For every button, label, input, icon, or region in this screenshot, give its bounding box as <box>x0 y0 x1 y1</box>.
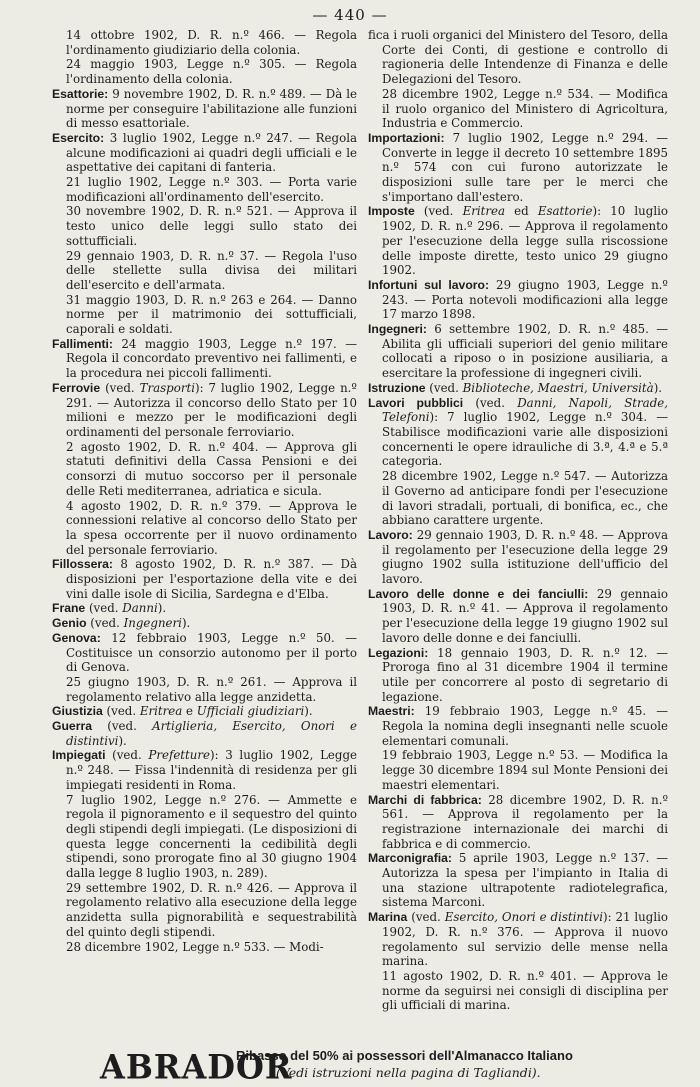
entry-text: 29 settembre 1902, D. R. n.º 426. — Approva il regolamento relativo alla esecuzione della legge anzidetta sulla pignorabilità e sequestrabilità del quinto degli stipendi. <box>66 880 357 939</box>
entry-ref-prefix: (ved. <box>86 616 124 631</box>
entry-text: 12 febbraio 1903, Legge n.º 50. — Costituisce un consorzio autonomo per il porto di Genova. <box>66 630 357 675</box>
entry-text: 28 dicembre 1902, D. R. n.º 561. — Approva il regolamento per la registrazione internazionale dei marchi di fabbrica e di commercio. <box>382 792 668 851</box>
index-entry <box>52 57 357 86</box>
entry-text: ). <box>118 733 127 748</box>
index-entry <box>52 293 357 337</box>
entry-heading: Istruzione <box>368 380 426 395</box>
left-column <box>52 28 357 954</box>
entry-text: 24 maggio 1903, Legge n.º 197. — Regola il concordato preventivo nei fallimenti, e la procedura nei piccoli fallimenti. <box>66 336 357 381</box>
entry-reference: Ufficiali giudiziari <box>196 704 305 719</box>
entry-text: 25 giugno 1903, D. R. n.º 261. — Approva il regolamento relativo alla legge anzidetta. <box>66 674 357 704</box>
entry-heading: Esattorie: <box>52 86 109 101</box>
index-entry <box>368 748 668 792</box>
right-column <box>368 28 668 1013</box>
entry-heading: Lavoro delle donne e dei fanciulli: <box>368 586 589 601</box>
index-entry <box>52 337 357 381</box>
index-entry <box>368 528 668 587</box>
entry-text: 11 agosto 1902, D. R. n.º 401. — Approva le norme da seguirsi nei consigli di disciplina per gli ufficiali di marina. <box>382 969 668 1013</box>
index-entry <box>52 204 357 248</box>
entry-text: 30 novembre 1902, D. R. n.º 521. — Approva il testo unico delle leggi sullo stato dei sottufficiali. <box>66 204 357 248</box>
advertisement-footer <box>100 1046 640 1087</box>
index-entry <box>368 396 668 470</box>
entry-text: 24 maggio 1903, Legge n.º 305. — Regola l'ordinamento della colonia. <box>66 57 357 87</box>
entry-text: 31 maggio 1903, D. R. n.º 263 e 264. — Danno norme per il matrimonio dei sottufficiali, caporali e soldati. <box>66 292 357 337</box>
entry-text: 29 gennaio 1903, D. R. n.º 41. — Approva il regolamento per l'esecuzione della legge 19 giugno 1902 sul lavoro delle donne e dei fanciulli. <box>382 586 669 645</box>
entry-text: ). <box>157 601 167 616</box>
entry-text: ). <box>304 704 313 719</box>
entry-ref-prefix: (ved. <box>91 719 153 734</box>
entry-ref-prefix: (ved. <box>102 704 140 719</box>
entry-reference: Esattorie <box>537 204 593 219</box>
index-entry <box>52 499 357 558</box>
entry-heading: Guerra <box>52 719 92 734</box>
entry-text: ): 7 luglio 1902, Legge n.º 291. — Autorizza il concorso dello Stato per 10 milioni e mezzo per le modificazioni degli ordinamenti del personale ferroviario. <box>66 380 357 439</box>
entry-heading: Fallimenti: <box>52 336 113 351</box>
entry-heading: Ferrovie <box>52 380 101 395</box>
index-entry <box>52 601 357 616</box>
entry-heading: Importazioni: <box>368 130 445 145</box>
entry-heading: Ingegneri: <box>368 322 427 337</box>
index-entry <box>52 940 357 955</box>
index-entry <box>52 381 357 440</box>
index-entry <box>52 704 357 719</box>
entry-text: fica i ruoli organici del Ministero del Tesoro, della Corte dei Conti, di gestione e controllo di ragioneria delle Intendenze di Finanza e delle Delegazioni del Tesoro. <box>368 28 668 87</box>
index-entry <box>368 969 668 1013</box>
index-entry <box>52 249 357 293</box>
entry-text: 18 gennaio 1903, D. R. n.º 12. — Proroga fino al 31 dicembre 1904 il termine utile per concorrere al posto di segretario di legazione. <box>382 645 668 704</box>
index-entry <box>368 587 668 646</box>
entry-heading: Genova: <box>52 630 101 645</box>
index-entry <box>368 28 668 87</box>
entry-heading: Marina <box>368 910 408 925</box>
entry-reference: Esercito, Onori e distintivi <box>444 910 603 925</box>
entry-text: ): 21 luglio 1902, D. R. n.º 376. — Approva il nuovo regolamento sul servizio delle mense nella marina. <box>382 910 668 969</box>
entry-ref-prefix: (ved. <box>100 380 140 395</box>
index-entry <box>368 204 668 278</box>
entry-ref-joiner: ed <box>505 204 538 219</box>
entry-text: 29 giugno 1903, Legge n.º 243. — Porta notevoli modificazioni alla legge 17 marzo 1898. <box>382 277 668 322</box>
entry-heading: Marconigrafia: <box>368 851 452 866</box>
index-entry <box>368 704 668 748</box>
entry-text: 3 luglio 1902, Legge n.º 247. — Regola alcune modificazioni ai quadri degli ufficiali e le aspettative dei capitani di fanteria. <box>66 130 357 175</box>
index-entry <box>52 28 357 57</box>
entry-heading: Lavori pubblici <box>368 395 464 410</box>
entry-reference: Danni <box>122 601 158 616</box>
entry-text: 4 agosto 1902, D. R. n.º 379. — Approva le connessioni relative al concorso dello Stato per la spesa occorrente per il nuovo ordinamento del personale ferroviario. <box>66 498 357 557</box>
index-entry <box>368 646 668 705</box>
entry-ref-prefix: (ved. <box>105 748 149 763</box>
entry-ref-prefix: (ved. <box>85 601 123 616</box>
entry-text: 8 agosto 1902, D. R. n.º 387. — Dà disposizioni per l'esportazione della vite e dei vini dalle isole di Sicilia, Sardegna e d'Elba. <box>66 557 357 601</box>
brand-name: ABRADOR <box>100 1047 293 1087</box>
entry-text: 7 luglio 1902, Legge n.º 276. — Ammette e regola il pignoramento e il sequestro del quinto degli stipendi degli impiegati. (Le disposizioni di questa legge concernenti la cedibilità degli stipendi, sono prorogate fino al 30 giugno 1904 dalla legge 8 luglio 1903, n. 289). <box>66 792 357 881</box>
entry-ref-prefix: (ved. <box>414 204 463 219</box>
entry-text: 19 febbraio 1903, Legge n.º 53. — Modifica la legge 30 dicembre 1894 sul Monte Pensioni dei maestri elementari. <box>382 748 668 792</box>
index-entry <box>368 851 668 910</box>
entry-reference: Ingegneri <box>123 616 182 631</box>
entry-heading: Lavoro: <box>368 527 413 542</box>
entry-heading: Infortuni sul lavoro: <box>368 277 490 292</box>
index-entry <box>52 793 357 881</box>
entry-text: 14 ottobre 1902, D. R. n.º 466. — Regola l'ordinamento giudiziario della colonia. <box>66 28 357 57</box>
entry-ref-prefix: (ved. <box>463 395 518 410</box>
index-entry <box>52 719 357 748</box>
entry-reference: Eritrea <box>462 204 505 219</box>
entry-text: ): 10 luglio 1902, D. R. n.º 296. — Approva il regolamento per l'esecuzione della legge sulla riscossione delle imposte dirette, testo unico 29 giugno 1902. <box>382 204 668 278</box>
index-entry <box>368 381 668 396</box>
entry-heading: Genio <box>52 616 87 631</box>
entry-heading: Giustizia <box>52 704 103 719</box>
index-entry <box>52 557 357 601</box>
index-entry <box>52 440 357 499</box>
entry-text: 7 luglio 1902, Legge n.º 294. — Converte in legge il decreto 10 settembre 1895 n.º 574 con cui furono autorizzate le disposizioni sulle tare per le merci che s'importano dall'estero. <box>382 130 668 204</box>
index-entry <box>368 278 668 322</box>
entry-heading: Marchi di fabbrica: <box>368 792 482 807</box>
entry-reference: Prefetture <box>148 748 210 763</box>
index-entry <box>52 748 357 792</box>
entry-ref-prefix: (ved. <box>425 380 463 395</box>
footer-instructions: (Vedi istruzioni nella pagina di Tagliandi). <box>276 1065 541 1080</box>
entry-text: ): 3 luglio 1902, Legge n.º 248. — Fissa l'indennità di residenza per gli impiegati residenti in Roma. <box>66 748 357 792</box>
entry-heading: Esercito: <box>52 130 105 145</box>
entry-reference: Biblioteche, Maestri, Università <box>462 380 654 395</box>
entry-heading: Imposte <box>368 204 415 219</box>
entry-text: 6 settembre 1902, D. R. n.º 485. — Abilita gli ufficiali superiori del genio militare collocati a riposo o in posizione ausiliaria, a esercitare la professione di ingegneri civili. <box>382 322 668 381</box>
entry-reference: Trasporti <box>139 380 195 395</box>
page-number: — 440 — <box>312 6 388 24</box>
entry-text: ): 7 luglio 1902, Legge n.º 304. — Stabilisce modificazioni varie alle disposizioni concernenti le opere idrauliche di 3.ª, 4.ª e 5.ª categoria. <box>382 410 668 469</box>
entry-heading: Legazioni: <box>368 645 429 660</box>
index-entry <box>52 131 357 175</box>
index-entry <box>52 87 357 131</box>
entry-text: ). <box>653 380 663 395</box>
entry-text: 28 dicembre 1902, Legge n.º 547. — Autorizza il Governo ad anticipare fondi per l'esecuzione di lavori stradali, portuali, di bonifica, ec., che abbiano carattere urgente. <box>382 469 668 528</box>
entry-text: 5 aprile 1903, Legge n.º 137. — Autorizza la spesa per l'impianto in Italia di una stazione ultrapotente radiotelegrafica, sistema Marconi. <box>382 851 668 910</box>
entry-text: 2 agosto 1902, D. R. n.º 404. — Approva gli statuti definitivi della Cassa Pensioni e dei consorzi di mutuo soccorso per il personale delle Reti mediterranea, adriatica e sicula. <box>66 439 357 498</box>
entry-text: 28 dicembre 1902, Legge n.º 534. — Modifica il ruolo organico del Ministero di Agricoltura, Industria e Commercio. <box>382 86 668 131</box>
entry-reference: Danni, Napoli, Strade, Telefoni <box>382 395 668 425</box>
index-entry <box>368 793 668 852</box>
entry-heading: Fillossera: <box>52 557 113 572</box>
index-entry <box>52 881 357 940</box>
entry-ref-joiner: e <box>182 704 197 719</box>
entry-text: 9 novembre 1902, D. R. n.º 489. — Dà le norme per conseguire l'abilitazione alle funzioni di messo esattoriale. <box>66 86 357 131</box>
entry-text: ). <box>181 616 191 631</box>
entry-text: 21 luglio 1902, Legge n.º 303. — Porta varie modificazioni all'ordinamento dell'esercito. <box>66 175 357 204</box>
entry-reference: Artiglieria, Esercito, Onori e distintivi <box>66 719 357 748</box>
footer-offer: Ribasso del 50% ai possessori dell'Almanacco Italiano <box>236 1048 573 1063</box>
entry-text: 19 febbraio 1903, Legge n.º 45. — Regola la nomina degli insegnanti nelle scuole elementari comunali. <box>382 704 668 748</box>
index-entry <box>368 910 668 969</box>
index-entry <box>368 322 668 381</box>
entry-heading: Impiegati <box>52 748 106 763</box>
entry-text: 29 gennaio 1903, D. R. n.º 37. — Regola l'uso delle stellette sulla divisa dei militari dell'esercito e dell'armata. <box>66 248 357 292</box>
entry-reference: Eritrea <box>139 704 183 719</box>
index-entry <box>368 469 668 528</box>
index-entry <box>368 87 668 131</box>
entry-heading: Maestri: <box>368 704 415 719</box>
entry-text: 28 dicembre 1902, Legge n.º 533. — Modi- <box>66 939 324 954</box>
index-entry <box>52 675 357 704</box>
index-entry <box>52 175 357 204</box>
entry-ref-prefix: (ved. <box>407 910 445 925</box>
entry-text: 29 gennaio 1903, D. R. n.º 48. — Approva il regolamento per l'esecuzione della legge 29 giugno 1902 sulla istituzione dell'ufficio del lavoro. <box>382 527 668 587</box>
index-entry <box>52 616 357 631</box>
entry-heading: Frane <box>52 601 86 616</box>
index-entry <box>52 631 357 675</box>
index-entry <box>368 131 668 205</box>
